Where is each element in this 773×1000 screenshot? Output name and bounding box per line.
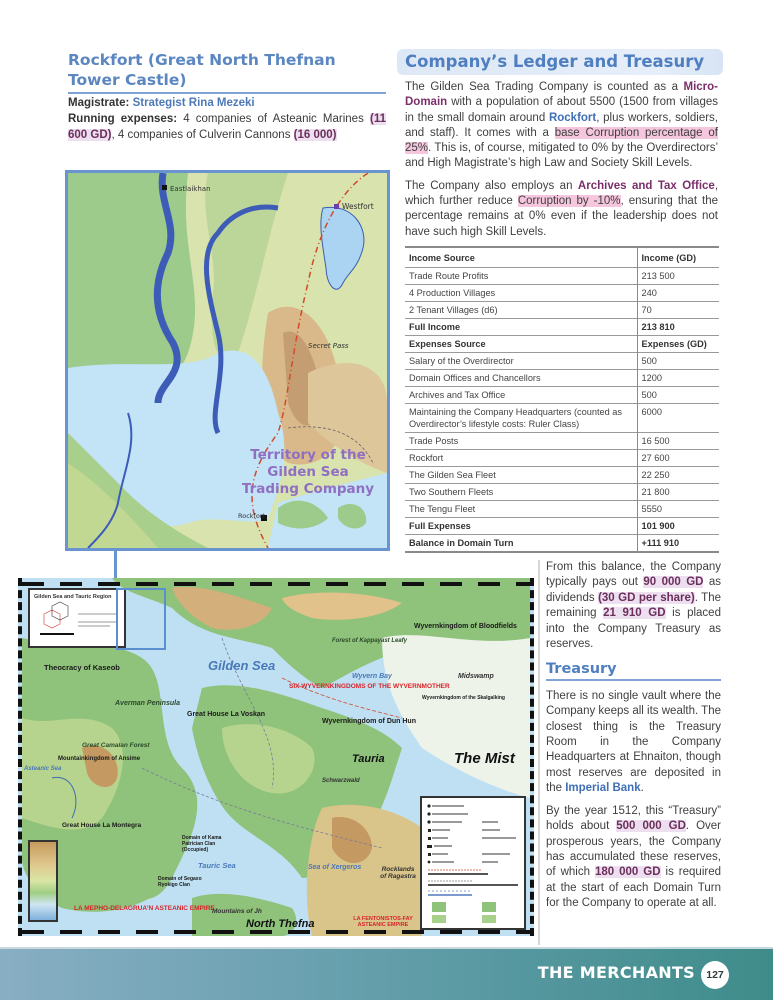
micro-domain-term: Micro-Domain bbox=[405, 81, 718, 109]
map-label-wyvern-bay: Wyvern Bay bbox=[352, 673, 392, 680]
territory-label: Territory of the Gilden Sea Trading Company bbox=[241, 447, 375, 497]
table-cell: 5550 bbox=[637, 500, 719, 517]
magistrate-value: Strategist Rina Mezeki bbox=[132, 97, 255, 109]
table-cell: Balance in Domain Turn bbox=[405, 534, 637, 552]
text: There is no single vault where the Company keeps all its wealth. The closest thing is the Treasury Room in the Company Headquarters at Ehnaiton, though most reserves are deposited in the bbox=[546, 689, 721, 795]
text: The Gilden Sea Trading Company is counted as a bbox=[405, 81, 684, 93]
ledger-paragraph-1 bbox=[405, 80, 718, 172]
text: . bbox=[640, 782, 644, 795]
table-cell: 6000 bbox=[637, 403, 719, 432]
expenses-text: , 4 companies of Culverin Cannons bbox=[111, 129, 294, 141]
table-cell: Rockfort bbox=[405, 449, 637, 466]
map-legend-title: Gilden Sea and Tauric Region bbox=[34, 594, 112, 600]
table-cell: 27 600 bbox=[637, 449, 719, 466]
archives-term: Archives and Tax Office bbox=[577, 179, 715, 192]
ledger-body bbox=[405, 80, 718, 247]
table-row bbox=[405, 369, 719, 386]
map-label-mountains-jh: Mountains of Jh bbox=[212, 908, 262, 915]
text: . The remaining bbox=[546, 591, 721, 620]
table-row bbox=[405, 301, 719, 318]
table-cell: 21 800 bbox=[637, 483, 719, 500]
inset-label-secret-pass: Secret Pass bbox=[308, 342, 349, 350]
table-cell: The Gilden Sea Fleet bbox=[405, 466, 637, 483]
inset-label-eastlaikhan: Eastlaikhan bbox=[170, 185, 211, 193]
map-title-legend bbox=[28, 588, 126, 648]
rockfort-heading: Rockfort (Great North Thefnan Tower Castle) bbox=[68, 50, 386, 94]
expenses-text: 4 companies of Asteanic Marines bbox=[177, 113, 370, 125]
table-cell: 213 500 bbox=[637, 267, 719, 284]
text: , ensuring that the percentage remains at 0% even if the leadership does not have such high Skill Levels. bbox=[405, 195, 719, 238]
table-cell: Expenses (GD) bbox=[637, 335, 719, 352]
map-label-mepho-delagrua: LA MEPHO-DELAGRUA’N ASTEANIC EMPIRE bbox=[74, 905, 215, 912]
treasury-column bbox=[546, 560, 721, 919]
table-cell: +111 910 bbox=[637, 534, 719, 552]
map-label-bloodfields: Wyvernkingdom of Bloodfields bbox=[414, 623, 517, 630]
table-cell: Trade Posts bbox=[405, 432, 637, 449]
map-label-north-thefna: North Thefna bbox=[246, 918, 315, 930]
map-label-ragastra: Rocklands of Ragastra bbox=[380, 866, 416, 880]
table-cell: Maintaining the Company Headquarters (counted as Overdirector’s lifestyle costs: Ruler Class) bbox=[405, 403, 637, 432]
map-label-segaxo: Domain of Segaxo Ryokigo Clan bbox=[158, 876, 202, 888]
text: , plus workers, soldiers, and staff). It comes with a bbox=[405, 111, 718, 139]
page-number: 127 bbox=[701, 961, 729, 989]
table-row bbox=[405, 500, 719, 517]
table-row bbox=[405, 534, 719, 552]
table-row bbox=[405, 352, 719, 369]
map-label-camalan: Great Camalan Forest bbox=[82, 742, 150, 749]
table-cell: 101 900 bbox=[637, 517, 719, 534]
dividend-amount-highlight: 90 000 GD bbox=[643, 576, 704, 589]
map-border-top bbox=[22, 582, 530, 586]
chapter-title: THE MERCHANTS bbox=[537, 963, 695, 982]
map-label-dun-hun: Wyvernkingdom of Dun Hun bbox=[322, 718, 416, 725]
ledger-paragraph-2 bbox=[405, 179, 718, 240]
map-label-la-voskan: Great House La Voskan bbox=[187, 711, 266, 718]
expense-highlight-marines: (11 600 GD) bbox=[68, 113, 386, 141]
text: as dividends bbox=[546, 576, 722, 604]
table-row bbox=[405, 318, 719, 335]
table-cell: Salary of the Overdirector bbox=[405, 352, 637, 369]
required-reserve-highlight: 180 000 GD bbox=[594, 866, 661, 879]
table-row bbox=[405, 466, 719, 483]
treasury-paragraph-2 bbox=[546, 804, 721, 912]
running-expenses-line bbox=[68, 111, 386, 143]
table-row bbox=[405, 403, 719, 432]
corruption-reduction-highlight: Corruption by -10% bbox=[517, 195, 621, 208]
text: . This is, of course, mitigated to 0% by the Overdirectors’ and High Magistrate’s high Law and Society Skill Levels. bbox=[405, 142, 718, 170]
table-row bbox=[405, 432, 719, 449]
map-label-the-mist: The Mist bbox=[454, 750, 515, 767]
text: , which further reduce bbox=[405, 179, 719, 208]
table-cell: 70 bbox=[637, 301, 719, 318]
table-cell: 22 250 bbox=[637, 466, 719, 483]
rockfort-link: Rockfort bbox=[548, 111, 597, 124]
table-cell: Income (GD) bbox=[637, 247, 719, 267]
table-row bbox=[405, 386, 719, 403]
table-cell: 16 500 bbox=[637, 432, 719, 449]
map-label-six-wyvernkingdoms: SIX WYVERNKINGDOMS OF THE WYVERNMOTHER bbox=[289, 683, 450, 690]
imperial-bank-term: Imperial Bank bbox=[565, 782, 641, 795]
text: is required at the start of each Domain Turn for the Company to operate at all. bbox=[546, 866, 722, 910]
map-label-averman: Averman Peninsula bbox=[115, 700, 180, 707]
table-cell: Income Source bbox=[405, 247, 637, 267]
table-cell: Archives and Tax Office bbox=[405, 386, 637, 403]
map-label-ansime: Mountainkingdom of Ansime bbox=[58, 756, 141, 762]
table-row bbox=[405, 267, 719, 284]
inset-label-rockfort: Rockfort bbox=[238, 512, 266, 520]
map-label-forest-leafy: Forest of Kappayast Leafy bbox=[332, 638, 408, 644]
table-cell: Expenses Source bbox=[405, 335, 637, 352]
text: By the year 1512, this “Treasury” holds about bbox=[546, 804, 721, 833]
table-cell: 240 bbox=[637, 284, 719, 301]
legend-symbols-graphic bbox=[422, 798, 524, 928]
table-row bbox=[405, 284, 719, 301]
table-cell: The Tengu Fleet bbox=[405, 500, 637, 517]
text: . Over prosperous years, the Company has accumulated these reserves, of which bbox=[546, 820, 722, 879]
hex-scale-icon bbox=[34, 600, 120, 640]
map-label-gilden-sea: Gilden Sea bbox=[208, 658, 276, 673]
table-row bbox=[405, 335, 719, 352]
table-row bbox=[405, 247, 719, 267]
table-cell: Domain Offices and Chancellors bbox=[405, 369, 637, 386]
map-label-tauric-sea: Tauric Sea bbox=[198, 861, 236, 870]
remaining-highlight: 21 910 GD bbox=[603, 607, 666, 620]
territory-inset-map bbox=[65, 170, 390, 551]
treasury-heading: Treasury bbox=[546, 662, 721, 680]
table-row bbox=[405, 517, 719, 534]
map-label-fentonistos: LA FENTONISTOS-FAY ASTEANIC EMPIRE bbox=[353, 916, 413, 928]
magistrate-line bbox=[68, 95, 386, 111]
table-row bbox=[405, 449, 719, 466]
text: is placed into the Company Treasury as reserves. bbox=[546, 607, 721, 651]
table-cell: Trade Route Profits bbox=[405, 267, 637, 284]
table-cell: 4 Production Villages bbox=[405, 284, 637, 301]
per-share-highlight: (30 GD per share) bbox=[598, 591, 695, 604]
inset-area-marker bbox=[116, 588, 166, 650]
map-label-skalgalking: Wyvernkingdom of the Skalgalking bbox=[422, 695, 505, 701]
elevation-legend bbox=[28, 840, 58, 922]
text: From this balance, the Company typically pays out bbox=[546, 561, 721, 589]
table-cell: Full Expenses bbox=[405, 517, 637, 534]
table-cell: 500 bbox=[637, 352, 719, 369]
corruption-highlight: base Corruption percentage of 25% bbox=[405, 126, 718, 155]
map-symbol-legend bbox=[420, 796, 526, 930]
text: with a population of about 5500 (1500 from villages in the small domain around bbox=[405, 96, 718, 124]
table-cell: 2 Tenant Villages (d6) bbox=[405, 301, 637, 318]
ledger-table bbox=[405, 246, 719, 553]
map-label-xergeros: Sea of Xergeros bbox=[308, 864, 362, 871]
column-divider bbox=[538, 560, 540, 945]
map-label-la-montegra: Great House La Montegra bbox=[62, 822, 142, 829]
inset-label-westfort: Westfort bbox=[342, 202, 374, 211]
table-row bbox=[405, 483, 719, 500]
treasury-paragraph-1 bbox=[546, 689, 721, 797]
table-cell: 213 810 bbox=[637, 318, 719, 335]
map-label-kaseob: Theocracy of Kaseob bbox=[44, 663, 120, 672]
table-cell: Full Income bbox=[405, 318, 637, 335]
text: The Company also employs an bbox=[405, 179, 578, 192]
map-label-asteanic-sea: Asteanic Sea bbox=[24, 766, 62, 772]
expenses-label: Running expenses: bbox=[68, 113, 178, 125]
expense-highlight-cannons: (16 000) bbox=[293, 129, 337, 141]
map-label-kama: Domain of Kama Patrician Clan (Occupied) bbox=[182, 835, 222, 853]
dividends-paragraph bbox=[546, 560, 721, 652]
region-map bbox=[18, 578, 534, 936]
treasury-amount-highlight: 500 000 GD bbox=[616, 820, 686, 833]
magistrate-label: Magistrate: bbox=[68, 97, 130, 109]
map-label-tauria: Tauria bbox=[352, 753, 385, 765]
table-cell: 500 bbox=[637, 386, 719, 403]
ledger-heading: Company’s Ledger and Treasury bbox=[397, 49, 723, 75]
rockfort-info bbox=[68, 95, 386, 143]
map-label-schwarzwald: Schwarzwald bbox=[322, 778, 360, 784]
page-footer bbox=[0, 947, 773, 1000]
table-cell: Two Southern Fleets bbox=[405, 483, 637, 500]
map-label-midswamp: Midswamp bbox=[458, 673, 494, 680]
table-cell: 1200 bbox=[637, 369, 719, 386]
